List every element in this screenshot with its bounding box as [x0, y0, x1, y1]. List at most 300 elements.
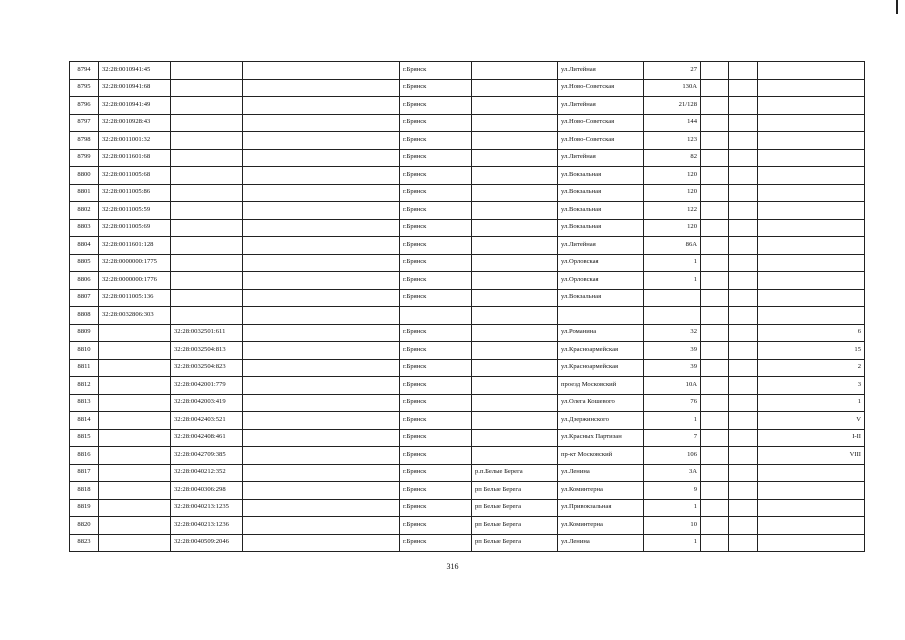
street-cell: ул.Литейная — [558, 97, 644, 115]
city-cell: г.Брянск — [400, 289, 472, 307]
street-cell: ул.Ново-Советская — [558, 114, 644, 132]
house-number-cell: 1 — [644, 272, 701, 290]
locality-cell — [472, 342, 558, 360]
locality-cell — [472, 429, 558, 447]
empty-cell — [243, 79, 400, 97]
cadastral-number-cell: 32:28:0011005:136 — [99, 289, 171, 307]
street-cell: ул.Дзержинского — [558, 412, 644, 430]
house-number-cell: 122 — [644, 202, 701, 220]
table-row — [70, 97, 865, 115]
record-number-cell: 8816 — [70, 447, 99, 465]
empty-cell — [243, 342, 400, 360]
empty-cell — [729, 202, 758, 220]
empty-cell — [243, 534, 400, 552]
table-row — [70, 307, 865, 325]
locality-cell — [472, 394, 558, 412]
empty-cell — [701, 412, 729, 430]
empty-cell — [701, 149, 729, 167]
record-number-cell: 8814 — [70, 412, 99, 430]
empty-cell — [701, 272, 729, 290]
cadastral-number-cell: 32:28:0010928:43 — [99, 114, 171, 132]
empty-cell — [243, 517, 400, 535]
empty-cell — [701, 219, 729, 237]
cadastral-number-cell — [99, 429, 171, 447]
city-cell: г.Брянск — [400, 359, 472, 377]
record-number-cell: 8810 — [70, 342, 99, 360]
city-cell: г.Брянск — [400, 517, 472, 535]
locality-cell — [472, 79, 558, 97]
building-cadastral-number-cell — [171, 79, 243, 97]
empty-cell — [701, 202, 729, 220]
empty-cell — [729, 359, 758, 377]
premises-number-cell — [758, 184, 865, 202]
building-cadastral-number-cell: 32:28:0042003:419 — [171, 394, 243, 412]
premises-number-cell — [758, 534, 865, 552]
empty-cell — [729, 342, 758, 360]
locality-cell — [472, 184, 558, 202]
empty-cell — [729, 447, 758, 465]
street-cell: ул.Литейная — [558, 149, 644, 167]
building-cadastral-number-cell — [171, 289, 243, 307]
street-cell: ул.Ново-Советская — [558, 132, 644, 150]
empty-cell — [701, 62, 729, 80]
empty-cell — [701, 237, 729, 255]
table-row — [70, 534, 865, 552]
empty-cell — [243, 447, 400, 465]
empty-cell — [243, 237, 400, 255]
empty-cell — [729, 219, 758, 237]
city-cell: г.Брянск — [400, 97, 472, 115]
record-number-cell: 8805 — [70, 254, 99, 272]
empty-cell — [243, 324, 400, 342]
city-cell: г.Брянск — [400, 149, 472, 167]
empty-cell — [729, 184, 758, 202]
empty-cell — [701, 394, 729, 412]
locality-cell — [472, 412, 558, 430]
street-cell: ул.Орловская — [558, 254, 644, 272]
building-cadastral-number-cell: 32:28:0042001:779 — [171, 377, 243, 395]
premises-number-cell — [758, 307, 865, 325]
locality-cell — [472, 254, 558, 272]
city-cell: г.Брянск — [400, 394, 472, 412]
record-number-cell: 8809 — [70, 324, 99, 342]
empty-cell — [701, 429, 729, 447]
table-row — [70, 237, 865, 255]
table-row — [70, 517, 865, 535]
building-cadastral-number-cell — [171, 237, 243, 255]
building-cadastral-number-cell: 32:28:0032504:813 — [171, 342, 243, 360]
empty-cell — [729, 429, 758, 447]
empty-cell — [701, 289, 729, 307]
city-cell: г.Брянск — [400, 412, 472, 430]
empty-cell — [701, 377, 729, 395]
street-cell: ул.Литейная — [558, 237, 644, 255]
street-cell: пр-кт Московский — [558, 447, 644, 465]
premises-number-cell: V — [758, 412, 865, 430]
premises-number-cell — [758, 237, 865, 255]
table-row — [70, 132, 865, 150]
cadastral-number-cell: 32:28:0011601:68 — [99, 149, 171, 167]
empty-cell — [701, 517, 729, 535]
empty-cell — [701, 184, 729, 202]
street-cell: ул.Коминтерна — [558, 517, 644, 535]
empty-cell — [243, 167, 400, 185]
house-number-cell: 1 — [644, 254, 701, 272]
street-cell: ул.Ленина — [558, 464, 644, 482]
street-cell: ул.Красноармейская — [558, 359, 644, 377]
table-row — [70, 394, 865, 412]
empty-cell — [243, 482, 400, 500]
city-cell: г.Брянск — [400, 184, 472, 202]
building-cadastral-number-cell: 32:28:0040509:2046 — [171, 534, 243, 552]
locality-cell — [472, 149, 558, 167]
cadastral-number-cell: 32:28:0011005:68 — [99, 167, 171, 185]
premises-number-cell — [758, 219, 865, 237]
locality-cell: р.п.Белые Берега — [472, 464, 558, 482]
city-cell: г.Брянск — [400, 219, 472, 237]
city-cell: г.Брянск — [400, 167, 472, 185]
building-cadastral-number-cell: 32:28:0040306:298 — [171, 482, 243, 500]
empty-cell — [243, 254, 400, 272]
building-cadastral-number-cell — [171, 184, 243, 202]
house-number-cell: 82 — [644, 149, 701, 167]
cadastral-number-cell — [99, 482, 171, 500]
building-cadastral-number-cell — [171, 254, 243, 272]
empty-cell — [729, 149, 758, 167]
locality-cell — [472, 132, 558, 150]
house-number-cell: 32 — [644, 324, 701, 342]
city-cell: г.Брянск — [400, 447, 472, 465]
cadastral-number-cell — [99, 534, 171, 552]
table-row — [70, 184, 865, 202]
empty-cell — [243, 499, 400, 517]
premises-number-cell — [758, 79, 865, 97]
cadastral-number-cell — [99, 342, 171, 360]
building-cadastral-number-cell — [171, 202, 243, 220]
table-row — [70, 254, 865, 272]
table-row — [70, 79, 865, 97]
cadastral-number-cell: 32:28:0000000:1775 — [99, 254, 171, 272]
edge-mark — [896, 0, 898, 14]
locality-cell — [472, 324, 558, 342]
record-number-cell: 8812 — [70, 377, 99, 395]
locality-cell: рп Белые Берега — [472, 517, 558, 535]
city-cell: г.Брянск — [400, 254, 472, 272]
locality-cell — [472, 167, 558, 185]
registry-table — [69, 61, 865, 552]
cadastral-number-cell — [99, 464, 171, 482]
street-cell: ул.Орловская — [558, 272, 644, 290]
street-cell: ул.Олега Кошевого — [558, 394, 644, 412]
building-cadastral-number-cell — [171, 132, 243, 150]
empty-cell — [729, 534, 758, 552]
empty-cell — [701, 464, 729, 482]
empty-cell — [729, 517, 758, 535]
cadastral-number-cell: 32:28:0010941:68 — [99, 79, 171, 97]
empty-cell — [243, 62, 400, 80]
city-cell: г.Брянск — [400, 429, 472, 447]
locality-cell: рп Белые Берега — [472, 499, 558, 517]
record-number-cell: 8811 — [70, 359, 99, 377]
city-cell: г.Брянск — [400, 202, 472, 220]
table-row — [70, 377, 865, 395]
locality-cell — [472, 202, 558, 220]
street-cell: ул.Красноармейская — [558, 342, 644, 360]
table-row — [70, 359, 865, 377]
premises-number-cell: 1 — [758, 394, 865, 412]
cadastral-number-cell — [99, 412, 171, 430]
building-cadastral-number-cell: 32:28:0040212:352 — [171, 464, 243, 482]
table-row — [70, 219, 865, 237]
locality-cell — [472, 447, 558, 465]
city-cell: г.Брянск — [400, 324, 472, 342]
house-number-cell: 120 — [644, 184, 701, 202]
house-number-cell: 7 — [644, 429, 701, 447]
street-cell: ул.Коминтерна — [558, 482, 644, 500]
house-number-cell: 3А — [644, 464, 701, 482]
record-number-cell: 8823 — [70, 534, 99, 552]
record-number-cell: 8804 — [70, 237, 99, 255]
premises-number-cell — [758, 517, 865, 535]
empty-cell — [243, 307, 400, 325]
record-number-cell: 8796 — [70, 97, 99, 115]
premises-number-cell: 6 — [758, 324, 865, 342]
house-number-cell: 27 — [644, 62, 701, 80]
empty-cell — [701, 359, 729, 377]
locality-cell — [472, 62, 558, 80]
house-number-cell: 144 — [644, 114, 701, 132]
record-number-cell: 8802 — [70, 202, 99, 220]
premises-number-cell: 3 — [758, 377, 865, 395]
house-number-cell — [644, 307, 701, 325]
table-row — [70, 167, 865, 185]
premises-number-cell — [758, 499, 865, 517]
empty-cell — [701, 132, 729, 150]
empty-cell — [701, 307, 729, 325]
city-cell: г.Брянск — [400, 464, 472, 482]
city-cell — [400, 307, 472, 325]
street-cell: ул.Вокзальная — [558, 289, 644, 307]
premises-number-cell: VIII — [758, 447, 865, 465]
cadastral-number-cell: 32:28:0011005:59 — [99, 202, 171, 220]
city-cell: г.Брянск — [400, 62, 472, 80]
record-number-cell: 8819 — [70, 499, 99, 517]
house-number-cell: 1 — [644, 499, 701, 517]
cadastral-number-cell: 32:28:0011005:69 — [99, 219, 171, 237]
premises-number-cell — [758, 62, 865, 80]
locality-cell — [472, 237, 558, 255]
table-row — [70, 272, 865, 290]
table-row — [70, 412, 865, 430]
record-number-cell: 8807 — [70, 289, 99, 307]
record-number-cell: 8797 — [70, 114, 99, 132]
house-number-cell: 39 — [644, 342, 701, 360]
table-row — [70, 62, 865, 80]
cadastral-number-cell: 32:28:0011601:128 — [99, 237, 171, 255]
empty-cell — [701, 97, 729, 115]
street-cell: ул.Вокзальная — [558, 167, 644, 185]
house-number-cell: 21/128 — [644, 97, 701, 115]
locality-cell: рп Белые Берега — [472, 482, 558, 500]
building-cadastral-number-cell: 32:28:0032504:823 — [171, 359, 243, 377]
record-number-cell: 8798 — [70, 132, 99, 150]
building-cadastral-number-cell — [171, 167, 243, 185]
empty-cell — [729, 394, 758, 412]
premises-number-cell — [758, 202, 865, 220]
empty-cell — [243, 394, 400, 412]
cadastral-number-cell: 32:28:0000000:1776 — [99, 272, 171, 290]
table-row — [70, 464, 865, 482]
premises-number-cell — [758, 114, 865, 132]
building-cadastral-number-cell — [171, 62, 243, 80]
empty-cell — [729, 97, 758, 115]
empty-cell — [701, 499, 729, 517]
building-cadastral-number-cell: 32:28:0042408:461 — [171, 429, 243, 447]
house-number-cell: 39 — [644, 359, 701, 377]
premises-number-cell — [758, 464, 865, 482]
city-cell: г.Брянск — [400, 132, 472, 150]
record-number-cell: 8817 — [70, 464, 99, 482]
street-cell: ул.Привокзальная — [558, 499, 644, 517]
empty-cell — [701, 447, 729, 465]
premises-number-cell — [758, 97, 865, 115]
cadastral-number-cell: 32:28:0032806:303 — [99, 307, 171, 325]
house-number-cell: 76 — [644, 394, 701, 412]
house-number-cell: 1 — [644, 412, 701, 430]
locality-cell — [472, 97, 558, 115]
empty-cell — [701, 79, 729, 97]
table-row — [70, 482, 865, 500]
building-cadastral-number-cell — [171, 307, 243, 325]
premises-number-cell — [758, 167, 865, 185]
house-number-cell: 106 — [644, 447, 701, 465]
street-cell: ул.Ново-Советская — [558, 79, 644, 97]
empty-cell — [243, 132, 400, 150]
street-cell: ул.Романина — [558, 324, 644, 342]
record-number-cell: 8803 — [70, 219, 99, 237]
record-number-cell: 8795 — [70, 79, 99, 97]
premises-number-cell — [758, 289, 865, 307]
building-cadastral-number-cell: 32:28:0040213:1236 — [171, 517, 243, 535]
table-row — [70, 202, 865, 220]
locality-cell — [472, 272, 558, 290]
premises-number-cell — [758, 132, 865, 150]
record-number-cell: 8799 — [70, 149, 99, 167]
cadastral-number-cell — [99, 377, 171, 395]
empty-cell — [243, 149, 400, 167]
street-cell: проезд Московский — [558, 377, 644, 395]
table-row — [70, 447, 865, 465]
premises-number-cell: I-II — [758, 429, 865, 447]
empty-cell — [243, 464, 400, 482]
cadastral-number-cell — [99, 324, 171, 342]
registry-table-container — [69, 61, 864, 552]
cadastral-number-cell — [99, 517, 171, 535]
city-cell: г.Брянск — [400, 377, 472, 395]
house-number-cell: 9 — [644, 482, 701, 500]
record-number-cell: 8800 — [70, 167, 99, 185]
cadastral-number-cell: 32:28:0010941:45 — [99, 62, 171, 80]
cadastral-number-cell — [99, 499, 171, 517]
building-cadastral-number-cell: 32:28:0040213:1235 — [171, 499, 243, 517]
empty-cell — [729, 482, 758, 500]
record-number-cell: 8815 — [70, 429, 99, 447]
premises-number-cell — [758, 149, 865, 167]
locality-cell — [472, 219, 558, 237]
empty-cell — [243, 359, 400, 377]
building-cadastral-number-cell: 32:28:0032501:611 — [171, 324, 243, 342]
premises-number-cell — [758, 254, 865, 272]
empty-cell — [729, 114, 758, 132]
cadastral-number-cell: 32:28:0010941:49 — [99, 97, 171, 115]
empty-cell — [729, 62, 758, 80]
house-number-cell: 130А — [644, 79, 701, 97]
empty-cell — [243, 377, 400, 395]
street-cell: ул.Красных Партизан — [558, 429, 644, 447]
empty-cell — [729, 272, 758, 290]
city-cell: г.Брянск — [400, 482, 472, 500]
table-row — [70, 149, 865, 167]
empty-cell — [243, 272, 400, 290]
record-number-cell: 8808 — [70, 307, 99, 325]
house-number-cell: 123 — [644, 132, 701, 150]
empty-cell — [701, 534, 729, 552]
house-number-cell: 86А — [644, 237, 701, 255]
registry-table-body — [70, 62, 865, 552]
house-number-cell — [644, 289, 701, 307]
locality-cell — [472, 377, 558, 395]
empty-cell — [243, 219, 400, 237]
empty-cell — [729, 377, 758, 395]
locality-cell: рп Белые Берега — [472, 534, 558, 552]
empty-cell — [729, 132, 758, 150]
empty-cell — [729, 167, 758, 185]
premises-number-cell: 2 — [758, 359, 865, 377]
empty-cell — [243, 114, 400, 132]
record-number-cell: 8794 — [70, 62, 99, 80]
house-number-cell: 10А — [644, 377, 701, 395]
empty-cell — [701, 482, 729, 500]
building-cadastral-number-cell — [171, 219, 243, 237]
building-cadastral-number-cell — [171, 97, 243, 115]
cadastral-number-cell — [99, 447, 171, 465]
house-number-cell: 1 — [644, 534, 701, 552]
table-row — [70, 499, 865, 517]
street-cell: ул.Вокзальная — [558, 184, 644, 202]
street-cell: ул.Литейная — [558, 62, 644, 80]
record-number-cell: 8818 — [70, 482, 99, 500]
empty-cell — [701, 342, 729, 360]
record-number-cell: 8801 — [70, 184, 99, 202]
table-row — [70, 289, 865, 307]
empty-cell — [243, 184, 400, 202]
table-row — [70, 324, 865, 342]
empty-cell — [701, 114, 729, 132]
city-cell: г.Брянск — [400, 534, 472, 552]
record-number-cell: 8806 — [70, 272, 99, 290]
empty-cell — [701, 254, 729, 272]
empty-cell — [729, 307, 758, 325]
house-number-cell: 120 — [644, 219, 701, 237]
empty-cell — [729, 324, 758, 342]
city-cell: г.Брянск — [400, 342, 472, 360]
street-cell: ул.Ленина — [558, 534, 644, 552]
empty-cell — [243, 429, 400, 447]
empty-cell — [729, 499, 758, 517]
cadastral-number-cell — [99, 359, 171, 377]
locality-cell — [472, 359, 558, 377]
house-number-cell: 120 — [644, 167, 701, 185]
